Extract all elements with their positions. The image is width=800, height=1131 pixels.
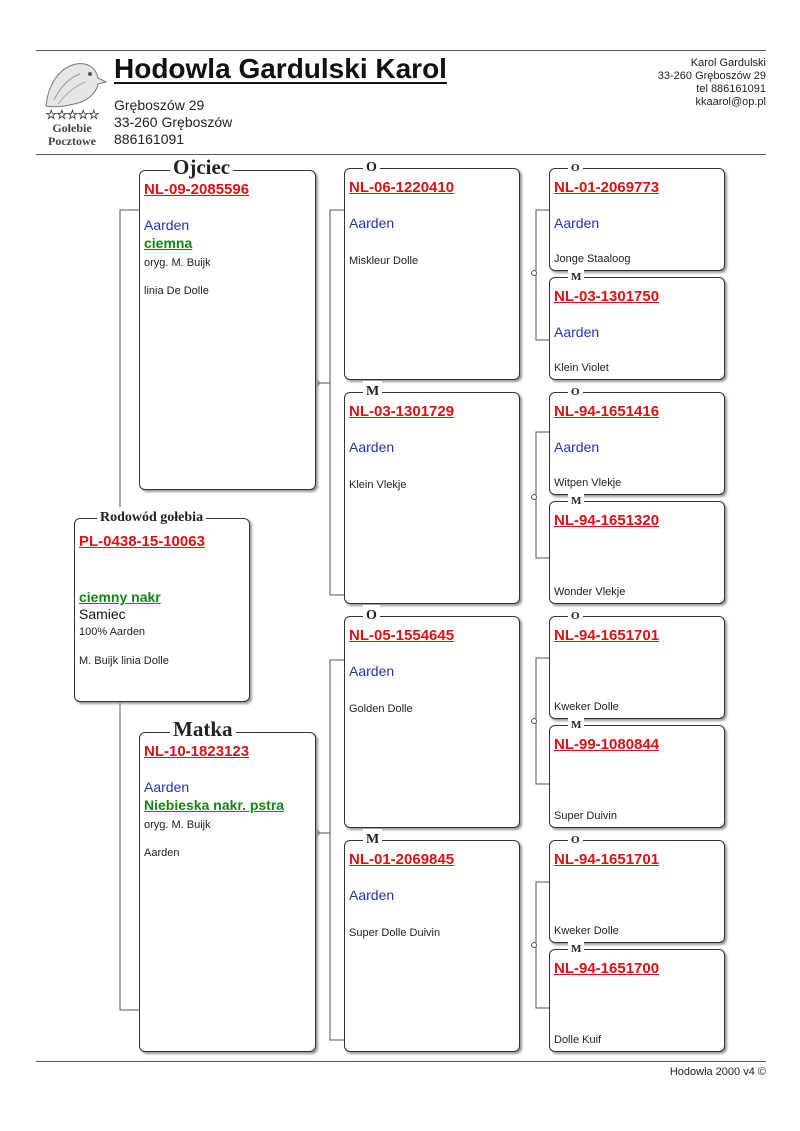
great-grandparent-card[interactable] (549, 719, 725, 828)
great-grandparent-legend: M (568, 270, 584, 284)
grandparent-legend: O (363, 605, 380, 627)
grandparent-breed: Aarden (349, 663, 395, 679)
logo-stars: ☆☆☆☆☆ (45, 107, 99, 122)
great-grandparent-note: Kweker Dolle (554, 701, 619, 713)
mother-legend: Matka (170, 718, 236, 740)
grandparent-ring-number[interactable]: NL-06-1220410 (349, 179, 455, 196)
address-line-2: 33-260 Gręboszów (114, 114, 233, 130)
great-grandparent-legend: M (568, 494, 584, 508)
grandparent-note: Klein Vlekje (349, 479, 407, 491)
grandparent-card[interactable] (344, 608, 520, 828)
subject-sex: Samiec (79, 606, 126, 622)
subject-note-2: M. Buijk linia Dolle (79, 655, 169, 667)
great-grandparent-ring-number[interactable]: NL-94-1651701 (554, 851, 660, 868)
grandparent-ring-number[interactable]: NL-05-1554645 (349, 627, 455, 644)
great-grandparent-card[interactable] (549, 943, 725, 1052)
great-grandparent-card[interactable] (549, 386, 725, 495)
grandparent-legend: M (363, 381, 382, 403)
contact-name: Karol Gardulski (690, 57, 766, 69)
great-grandparent-ring-number[interactable]: NL-94-1651416 (554, 403, 660, 420)
great-grandparent-ring-number[interactable]: NL-01-2069773 (554, 179, 660, 196)
father-legend: Ojciec (170, 156, 233, 178)
address-line-3: 886161091 (114, 131, 185, 147)
contact-phone: tel 886161091 (696, 83, 766, 95)
mother-note-1: oryg. M. Buijk (144, 819, 211, 831)
subject-legend: Rodowód gołebia (97, 507, 206, 529)
grandparent-breed: Aarden (349, 215, 395, 231)
father-breed: Aarden (144, 217, 190, 233)
mother-ring-number[interactable]: NL-10-1823123 (144, 743, 250, 760)
great-grandparent-breed: Aarden (554, 215, 600, 231)
mother-breed: Aarden (144, 779, 190, 795)
great-grandparent-legend: O (568, 609, 583, 623)
father-note-2: linia De Dolle (144, 285, 209, 297)
mother-card[interactable] (139, 717, 316, 1052)
great-grandparent-note: Wonder Vlekje (554, 586, 626, 598)
logo-text-line2: Pocztowe (48, 134, 96, 148)
footer-rule (36, 1061, 766, 1062)
great-grandparent-ring-number[interactable]: NL-99-1080844 (554, 736, 660, 753)
great-grandparent-breed: Aarden (554, 324, 600, 340)
great-grandparent-ring-number[interactable]: NL-03-1301750 (554, 288, 660, 305)
grandparent-legend: M (363, 829, 382, 851)
great-grandparent-legend: M (568, 718, 584, 732)
address-line-1: Gręboszów 29 (114, 97, 205, 113)
father-ring-number[interactable]: NL-09-2085596 (144, 181, 250, 198)
great-grandparent-note: Kweker Dolle (554, 925, 619, 937)
contact-email: kkaarol@op.pl (695, 96, 766, 108)
great-grandparent-legend: O (568, 161, 583, 175)
grandparent-note: Super Dolle Duivin (349, 927, 441, 939)
father-note-1: oryg. M. Buijk (144, 257, 211, 269)
great-grandparent-legend: O (568, 833, 583, 847)
great-grandparent-legend: O (568, 385, 583, 399)
great-grandparent-card[interactable] (549, 271, 725, 380)
mother-color: Niebieska nakr. pstra (144, 797, 285, 813)
great-grandparent-note: Jonge Staaloog (554, 253, 631, 265)
grandparent-card[interactable] (344, 384, 520, 604)
great-grandparent-card[interactable] (549, 162, 725, 271)
footer-credit: Hodowla 2000 v4 © (669, 1066, 766, 1078)
father-color: ciemna (144, 235, 193, 251)
great-grandparent-legend: M (568, 942, 584, 956)
grandparent-ring-number[interactable]: NL-01-2069845 (349, 851, 455, 868)
page-title: Hodowla Gardulski Karol (114, 53, 447, 84)
great-grandparent-card[interactable] (549, 610, 725, 719)
grandparent-note: Golden Dolle (349, 703, 413, 715)
grandparent-legend: O (363, 157, 380, 179)
great-grandparent-card[interactable] (549, 495, 725, 604)
grandparent-note: Miskleur Dolle (349, 255, 419, 267)
mother-note-2: Aarden (144, 847, 180, 859)
grandparent-card[interactable] (344, 160, 520, 380)
great-grandparent-breed: Aarden (554, 439, 600, 455)
grandparent-card[interactable] (344, 832, 520, 1052)
logo-text-line1: Gołebie (52, 121, 92, 135)
contact-address: 33-260 Gręboszów 29 (657, 70, 766, 82)
great-grandparent-ring-number[interactable]: NL-94-1651700 (554, 960, 660, 977)
great-grandparent-note: Dolle Kuif (554, 1034, 602, 1046)
grandparent-breed: Aarden (349, 439, 395, 455)
great-grandparent-note: Witpen Vlekje (554, 477, 622, 489)
subject-note-1: 100% Aarden (79, 626, 146, 638)
great-grandparent-note: Klein Violet (554, 362, 609, 374)
great-grandparent-card[interactable] (549, 834, 725, 943)
grandparent-breed: Aarden (349, 887, 395, 903)
father-card[interactable] (139, 155, 316, 490)
great-grandparent-note: Super Duivin (554, 810, 617, 822)
great-grandparent-ring-number[interactable]: NL-94-1651320 (554, 512, 660, 529)
subject-ring-number[interactable]: PL-0438-15-10063 (79, 533, 205, 550)
subject-color: ciemny nakr (79, 589, 161, 605)
great-grandparent-ring-number[interactable]: NL-94-1651701 (554, 627, 660, 644)
subject-card[interactable] (74, 510, 250, 702)
grandparent-ring-number[interactable]: NL-03-1301729 (349, 403, 455, 420)
